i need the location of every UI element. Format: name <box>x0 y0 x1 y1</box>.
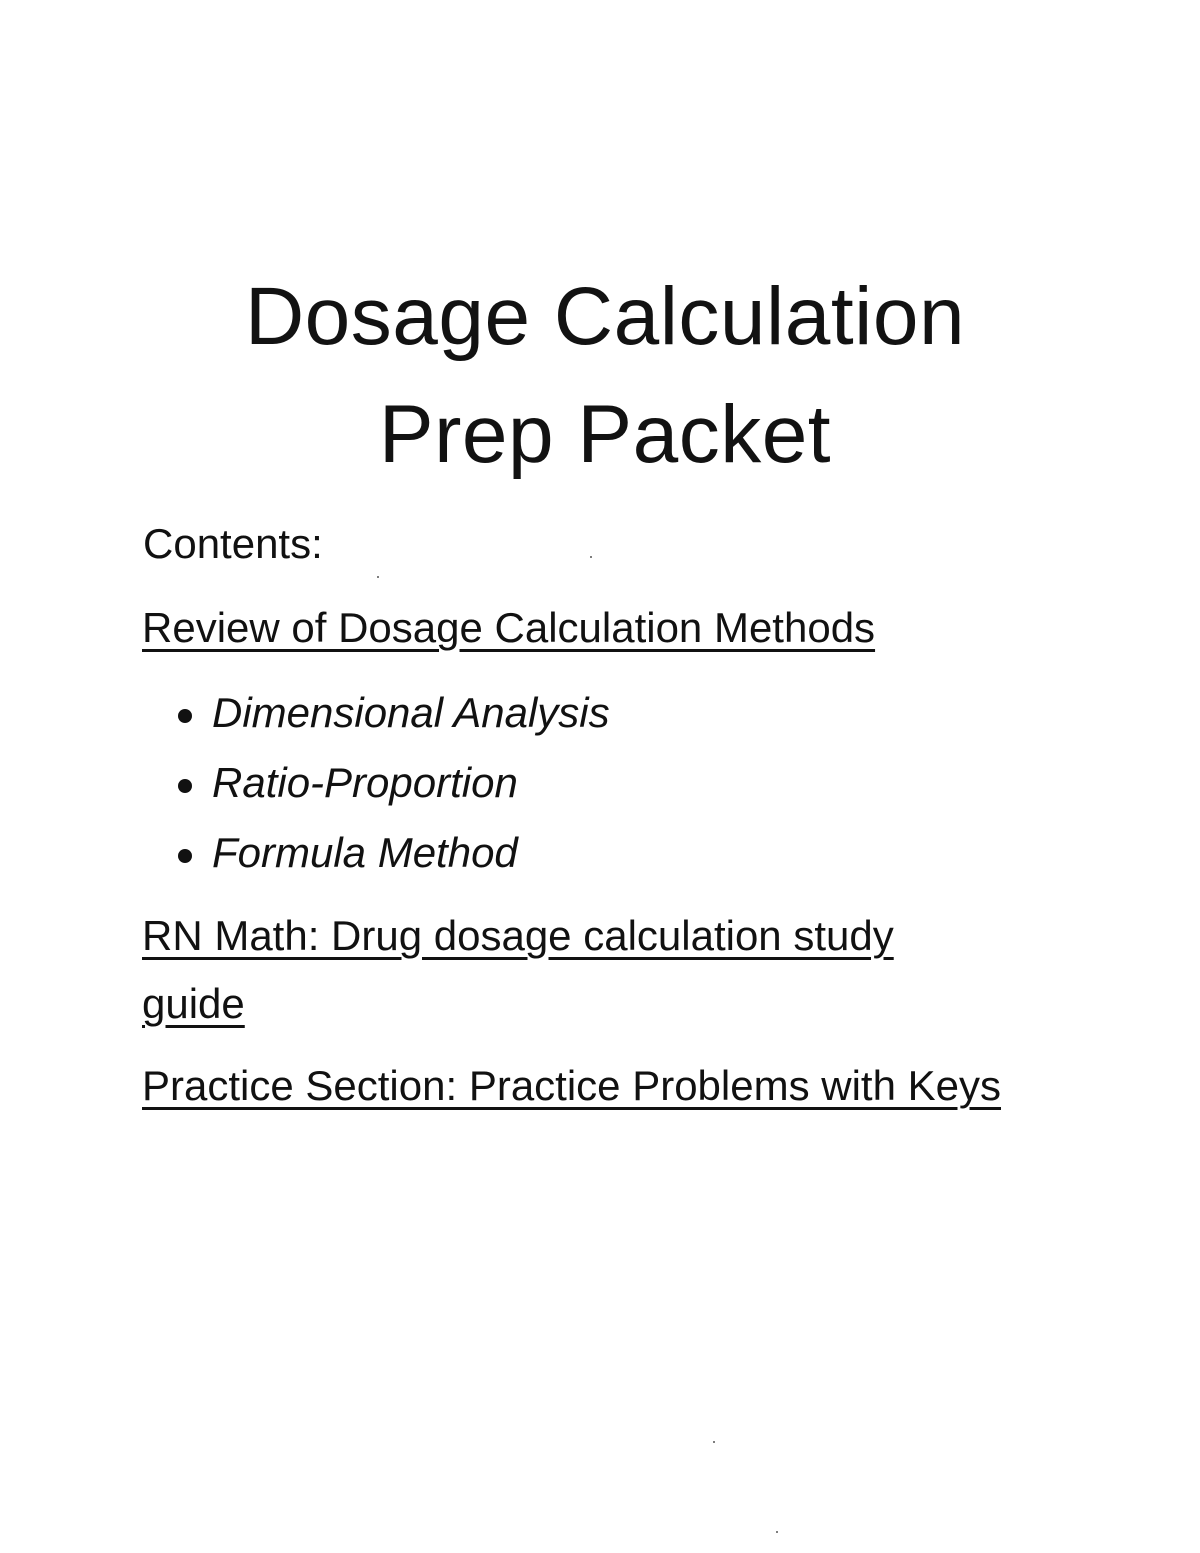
methods-list <box>178 678 610 888</box>
method-label: Dimensional Analysis <box>212 689 610 736</box>
toc-link-review-methods[interactable]: Review of Dosage Calculation Methods <box>142 604 876 651</box>
bullet-icon <box>178 779 192 793</box>
document-title <box>0 258 1200 494</box>
list-item <box>178 678 610 748</box>
toc-link-practice-section[interactable]: Practice Section: Practice Problems with Keys <box>142 1062 1001 1109</box>
contents-heading: Contents: <box>143 520 323 567</box>
list-item <box>178 818 610 888</box>
title-line-1: Dosage Calculation <box>244 271 966 362</box>
scan-speck <box>776 1531 778 1533</box>
title-line-2: Prep Packet <box>378 389 832 480</box>
scan-speck <box>713 1441 715 1443</box>
method-label: Formula Method <box>212 829 518 876</box>
bullet-icon <box>178 849 192 863</box>
list-item <box>178 748 610 818</box>
scan-speck <box>590 556 592 558</box>
method-label: Ratio-Proportion <box>212 759 518 806</box>
scan-speck <box>377 576 379 578</box>
bullet-icon <box>178 709 192 723</box>
toc-link-rn-math[interactable]: RN Math: Drug dosage calculation study guide <box>142 912 894 1027</box>
